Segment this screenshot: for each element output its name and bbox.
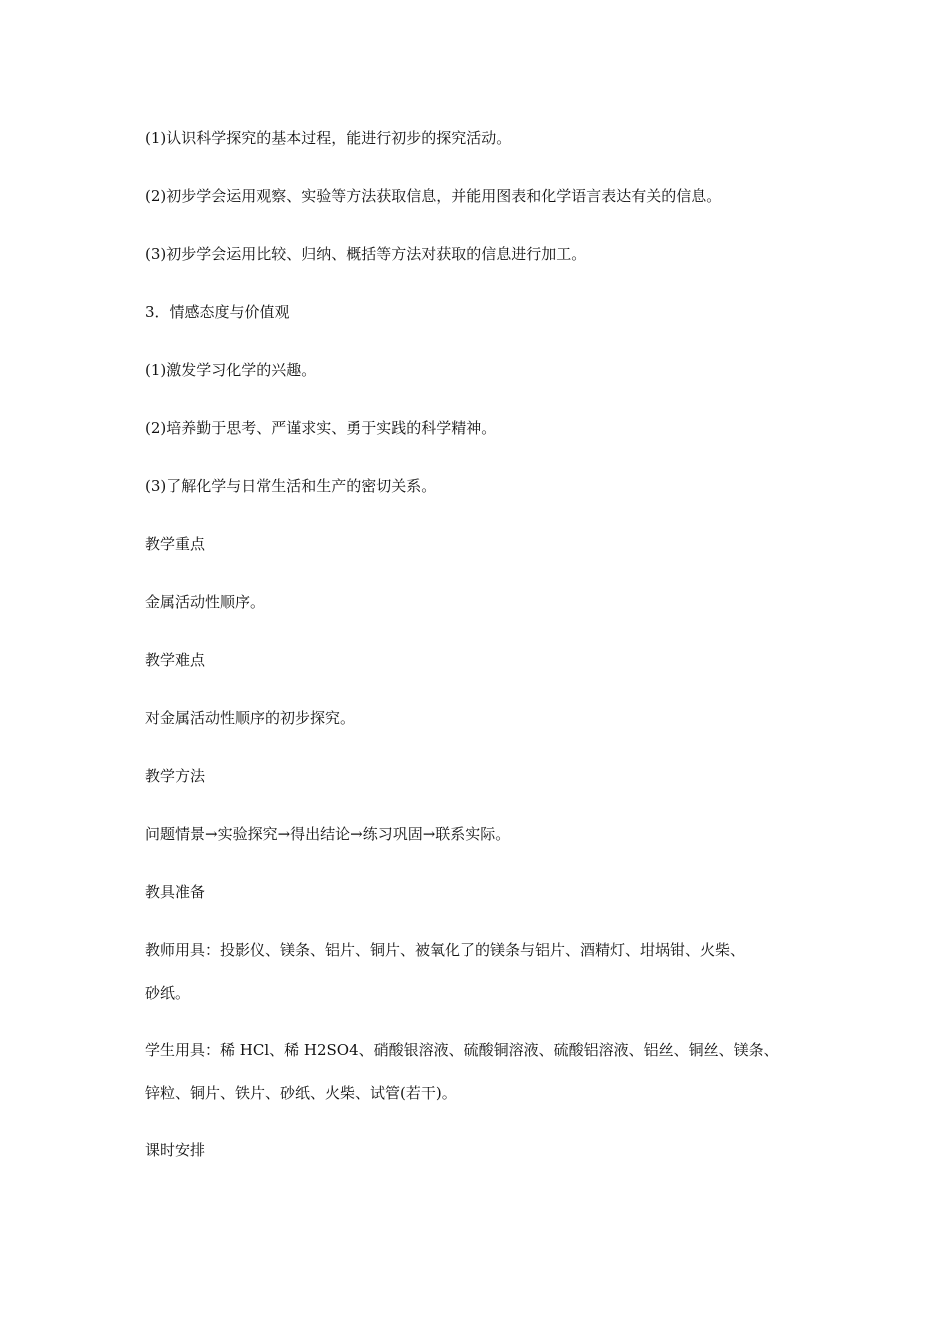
teacher-materials-line-1: 教师用具：投影仪、镁条、铝片、铜片、被氧化了的镁条与铝片、酒精灯、坩埚钳、火柴、 [145,941,746,959]
objective-process-3: (3)初步学会运用比较、归纳、概括等方法对获取的信息进行加工。 [145,245,587,263]
objective-attitude-3: (3)了解化学与日常生活和生产的密切关系。 [145,477,437,495]
student-materials-line-1: 学生用具：稀 HCl、稀 H2SO4、硝酸银溶液、硫酸铜溶液、硫酸铝溶液、铝丝、铜丝、镁条、 [145,1041,779,1059]
objective-process-2: (2)初步学会运用观察、实验等方法获取信息，并能用图表和化学语言表达有关的信息。 [145,187,722,205]
heading-materials: 教具准备 [145,883,206,901]
difficulties-text: 对金属活动性顺序的初步探究。 [145,709,356,727]
heading-schedule: 课时安排 [145,1141,206,1159]
heading-difficulties: 教学难点 [145,651,206,669]
student-materials-line-2: 锌粒、铜片、铁片、砂纸、火柴、试管(若干)。 [145,1084,457,1102]
objective-attitude-1: (1)激发学习化学的兴趣。 [145,361,317,379]
teacher-materials-line-2: 砂纸。 [145,984,191,1002]
heading-key-points: 教学重点 [145,535,206,553]
section-heading-attitude: 3．情感态度与价值观 [145,303,290,321]
objective-process-1: (1)认识科学探究的基本过程，能进行初步的探究活动。 [145,129,512,147]
methods-text: 问题情景→实验探究→得出结论→练习巩固→联系实际。 [145,825,511,843]
key-points-text: 金属活动性顺序。 [145,593,266,611]
objective-attitude-2: (2)培养勤于思考、严谨求实、勇于实践的科学精神。 [145,419,497,437]
heading-methods: 教学方法 [145,767,206,785]
